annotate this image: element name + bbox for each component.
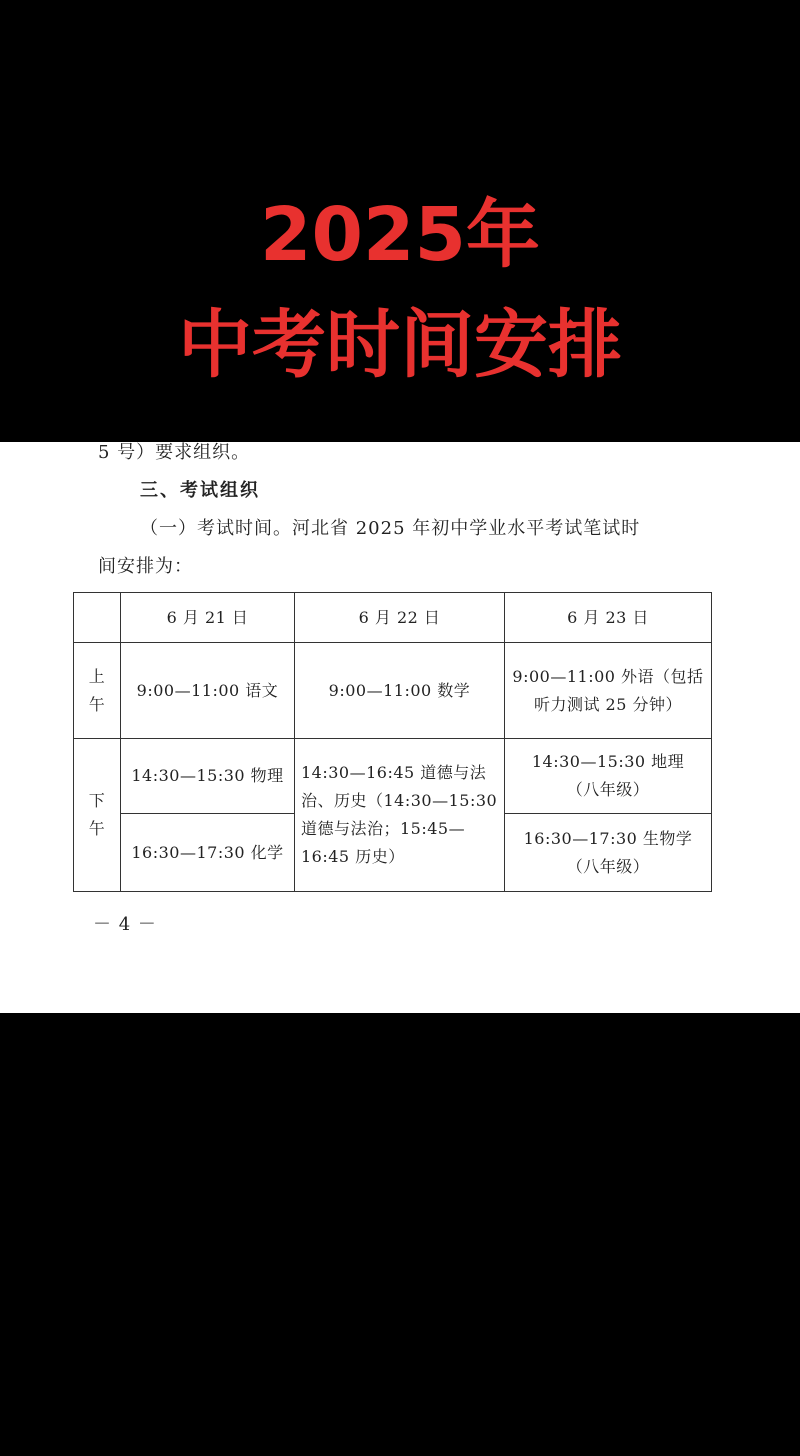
cell-jun23-morning: 9:00—11:00 外语（包括 听力测试 25 分钟） [505,643,712,739]
cell-jun21-morning: 9:00—11:00 语文 [121,643,295,739]
cell-jun22-afternoon: 14:30—16:45 道德与法 治、历史（14:30—15:30 道德与法治；15:45— 16:45 历史） [295,739,505,892]
morning-label: 上 午 [74,643,121,739]
page-number: － 4 － [93,914,157,935]
cell-jun23-afternoon-2: 16:30—17:30 生物学 （八年级） [505,814,712,892]
title-main: 中考时间安排 [178,302,622,388]
table-row [74,643,712,739]
cell-jun21-afternoon-1: 14:30—15:30 物理 [121,739,295,814]
document-page [0,442,800,1013]
cell-jun21-afternoon-2: 16:30—17:30 化学 [121,814,295,892]
table-row [74,593,712,643]
date-header: 6 月 23 日 [505,593,712,643]
title-year: 2025年 [260,192,540,278]
date-header: 6 月 21 日 [121,593,295,643]
doc-line-4: 间安排为： [98,556,193,577]
table-corner [74,593,121,643]
cell-jun22-morning: 9:00—11:00 数学 [295,643,505,739]
doc-line-1: 5 号）要求组织。 [98,442,251,463]
exam-schedule-table [73,592,712,892]
doc-line-3: （一）考试时间。河北省 2025 年初中学业水平考试笔试时 [140,518,641,539]
doc-heading: 三、考试组织 [140,480,260,501]
table-row [74,739,712,814]
afternoon-label: 下 午 [74,739,121,892]
cell-jun23-afternoon-1: 14:30—15:30 地理 （八年级） [505,739,712,814]
date-header: 6 月 22 日 [295,593,505,643]
